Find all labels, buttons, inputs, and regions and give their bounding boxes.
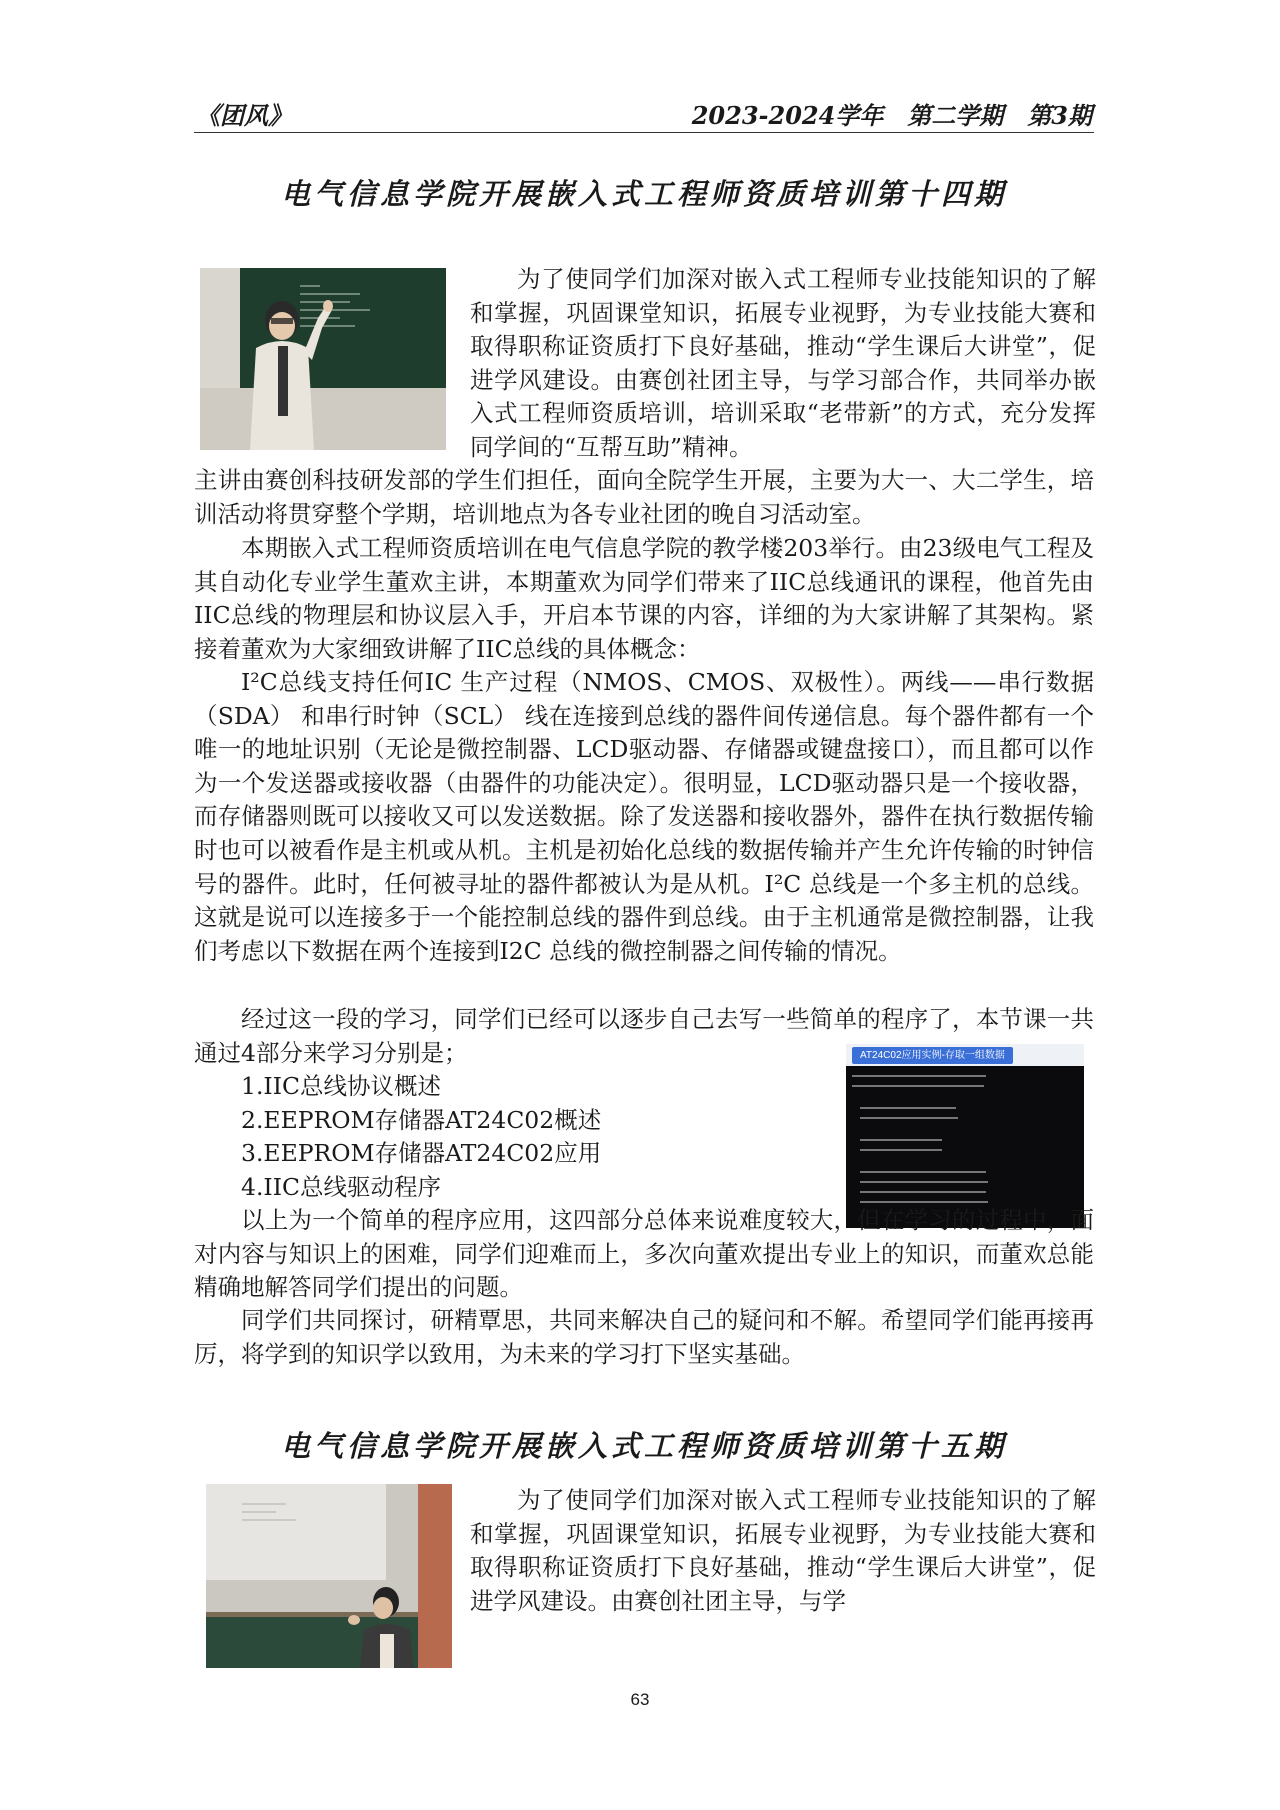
article1-paragraph-4: 经过这一段的学习，同学们已经可以逐步自己去写一些简单的程序了，本节课一共通过4部分来学习分别是；	[194, 1005, 1094, 1067]
article2-intro: 为了使同学们加深对嵌入式工程师专业技能知识的了解和掌握，巩固课堂知识，拓展专业视野，为专业技能大赛和取得职称证资质打下良好基础，推动“学生课后大讲堂”，促进学风建设。由赛创社团主导，与学	[470, 1486, 1096, 1615]
article1-intro-part2: 主讲由赛创科技研发部的学生们担任，面向全院学生开展，主要为大一、大二学生，培训活动将贯穿整个学期，培训地点为各专业社团的晚自习活动室。	[194, 466, 1094, 528]
slide-title: AT24C02应用实例-存取一组数据	[852, 1047, 1013, 1064]
photo-projector-lecture	[206, 1484, 452, 1668]
code-slide-screenshot	[846, 1044, 1084, 1228]
article1-paragraph-2: 本期嵌入式工程师资质培训在电气信息学院的教学楼203举行。由23级电气工程及其自动化专业学生董欢主讲，本期董欢为同学们带来了IIC总线通讯的课程，他首先由IIC总线的物理层和协议层入手，开启本节课的内容，详细的为大家讲解了其架构。紧接着董欢为大家细致讲解了IIC总线的具体概念：	[194, 534, 1094, 663]
article2-title: 电气信息学院开展嵌入式工程师资质培训第十五期	[280, 1429, 1007, 1463]
article1-paragraph-iic: I²C总线支持任何IC 生产过程（NMOS、CMOS、双极性）。两线——串行数据（SDA） 和串行时钟（SCL） 线在连接到总线的器件间传递信息。每个器件都有一个唯一的地址识别（无论是微控制器、LCD驱动器、存储器或键盘接口），而且都可以作为一个发送器或接收器（由器件的功能决定）。很明显，LCD驱动器只是一个接收器，而存储器则既可以接收又可以发送数据。除了发送器和接收器外，器件在执行数据传输时也可以被看作是主机或从机。主机是初始化总线的数据传输并产生允许传输的时钟信号的器件。此时，任何被寻址的器件都被认为是从机。I²C 总线是一个多主机的总线。这就是说可以连接多于一个能控制总线的器件到总线。由于主机通常是微控制器，让我们考虑以下数据在两个连接到I2C 总线的微控制器之间传输的情况。	[194, 668, 1094, 965]
topic-list	[194, 1070, 834, 1204]
article1-summary: 以上为一个简单的程序应用，这四部分总体来说难度较大，但在学习的过程中，面对内容与知识上的困难，同学们迎难而上，多次向董欢提出专业上的知识，而董欢总能精确地解答同学们提出的问题。	[194, 1206, 1094, 1302]
list-item: 1.IIC总线协议概述	[241, 1072, 441, 1100]
issue-info: 2023-2024学年 第二学期 第3期	[691, 101, 1092, 130]
journal-name: 《团风》	[196, 101, 292, 130]
article1-title: 电气信息学院开展嵌入式工程师资质培训第十四期	[280, 177, 1007, 211]
list-item: 3.EEPROM存储器AT24C02应用	[241, 1139, 602, 1168]
page-number: 63	[630, 1690, 650, 1709]
page-header	[194, 90, 1094, 133]
photo-lecturer-blackboard	[200, 268, 446, 450]
list-item: 2.EEPROM存储器AT24C02概述	[241, 1105, 602, 1134]
article1-closing: 同学们共同探讨，研精覃思，共同来解决自己的疑问和不解。希望同学们能再接再厉，将学到的知识学以致用，为未来的学习打下坚实基础。	[194, 1306, 1094, 1368]
article1-intro-part1: 为了使同学们加深对嵌入式工程师专业技能知识的了解和掌握，巩固课堂知识，拓展专业视野，为专业技能大赛和取得职称证资质打下良好基础，推动“学生课后大讲堂”，促进学风建设。由赛创社团主导，与学习部合作，共同举办嵌入式工程师资质培训，培训采取“老带新”的方式，充分发挥同学间的“互帮互助”精神。	[470, 265, 1096, 461]
list-item: 4.IIC总线驱动程序	[241, 1172, 441, 1201]
